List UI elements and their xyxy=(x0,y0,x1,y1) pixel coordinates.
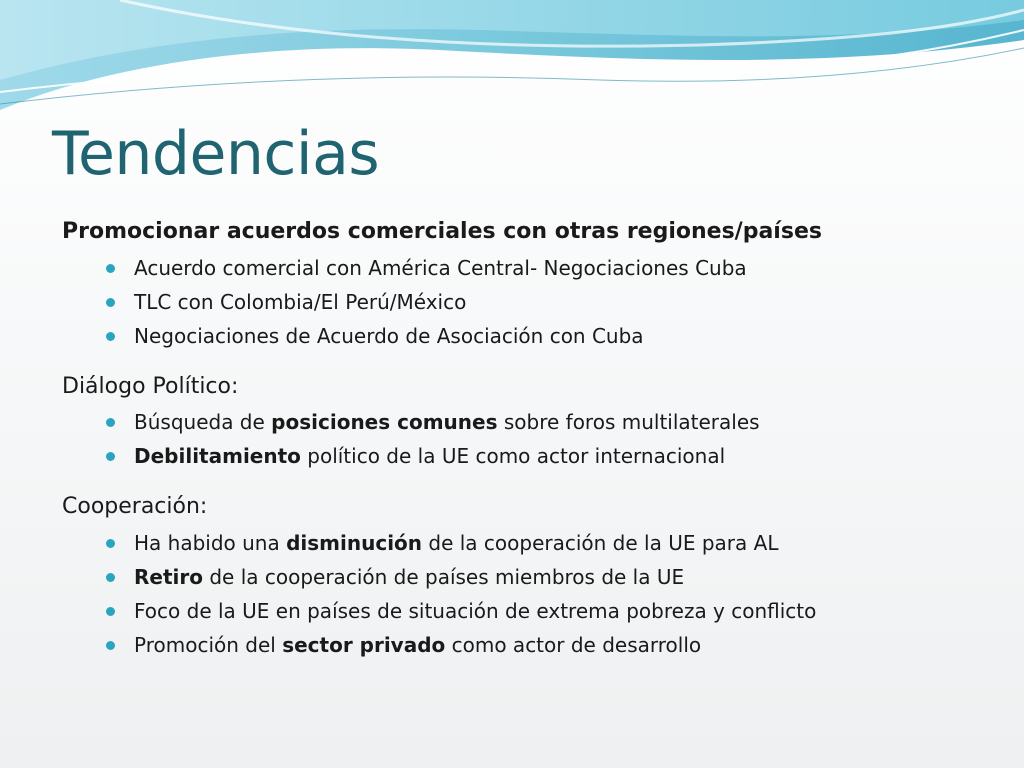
slide-content xyxy=(62,218,962,682)
bullet-emphasis: Retiro xyxy=(134,564,203,589)
bullet-emphasis: sector privado xyxy=(282,632,446,657)
bullet-text: sobre foros multilaterales xyxy=(497,410,760,435)
list-item xyxy=(106,560,962,594)
bullet-text: como actor de desarrollo xyxy=(445,632,702,657)
bullet-list xyxy=(62,405,962,473)
list-item xyxy=(106,285,962,319)
bullet-text: Ha habido una xyxy=(134,530,287,555)
list-item xyxy=(106,439,962,473)
bullet-text: Promoción del xyxy=(134,632,283,657)
list-item xyxy=(106,319,962,353)
bullet-dot-icon xyxy=(106,607,115,616)
bullet-dot-icon xyxy=(106,641,115,650)
list-item xyxy=(106,628,962,662)
list-item xyxy=(106,251,962,285)
bullet-list xyxy=(62,526,962,662)
bullet-dot-icon xyxy=(106,418,115,427)
section-heading: Cooperación: xyxy=(62,494,208,520)
bullet-text: Negociaciones de Acuerdo de Asociación con Cuba xyxy=(134,323,644,348)
bullet-text: Búsqueda de xyxy=(134,410,272,435)
bullet-text: de la cooperación de países miembros de la UE xyxy=(202,564,685,589)
bullet-list xyxy=(62,251,962,353)
section-heading: Promocionar acuerdos comerciales con otras regiones/países xyxy=(62,219,822,244)
list-item xyxy=(106,405,962,439)
bullet-emphasis: Debilitamiento xyxy=(134,444,301,469)
bullet-text: Foco de la UE en países de situación de extrema pobreza y conflicto xyxy=(134,598,817,623)
bullet-dot-icon xyxy=(106,264,115,273)
bullet-dot-icon xyxy=(106,452,115,461)
section-cooperation xyxy=(62,493,962,662)
bullet-text: TLC con Colombia/El Perú/México xyxy=(134,289,467,314)
bullet-dot-icon xyxy=(106,539,115,548)
bullet-dot-icon xyxy=(106,332,115,341)
bullet-text: político de la UE como actor internacional xyxy=(300,444,726,469)
bullet-text: de la cooperación de la UE para AL xyxy=(422,530,779,555)
bullet-emphasis: disminución xyxy=(286,530,423,555)
decorative-wave-banner xyxy=(0,0,1024,130)
list-item xyxy=(106,526,962,560)
slide-title: Tendencias xyxy=(52,119,380,189)
bullet-emphasis: posiciones comunes xyxy=(271,410,498,435)
list-item xyxy=(106,594,962,628)
section-heading: Diálogo Político: xyxy=(62,373,239,399)
bullet-dot-icon xyxy=(106,573,115,582)
bullet-dot-icon xyxy=(106,298,115,307)
section-trade xyxy=(62,218,962,353)
section-political-dialogue xyxy=(62,373,962,474)
bullet-text: Acuerdo comercial con América Central- Negociaciones Cuba xyxy=(134,255,747,280)
